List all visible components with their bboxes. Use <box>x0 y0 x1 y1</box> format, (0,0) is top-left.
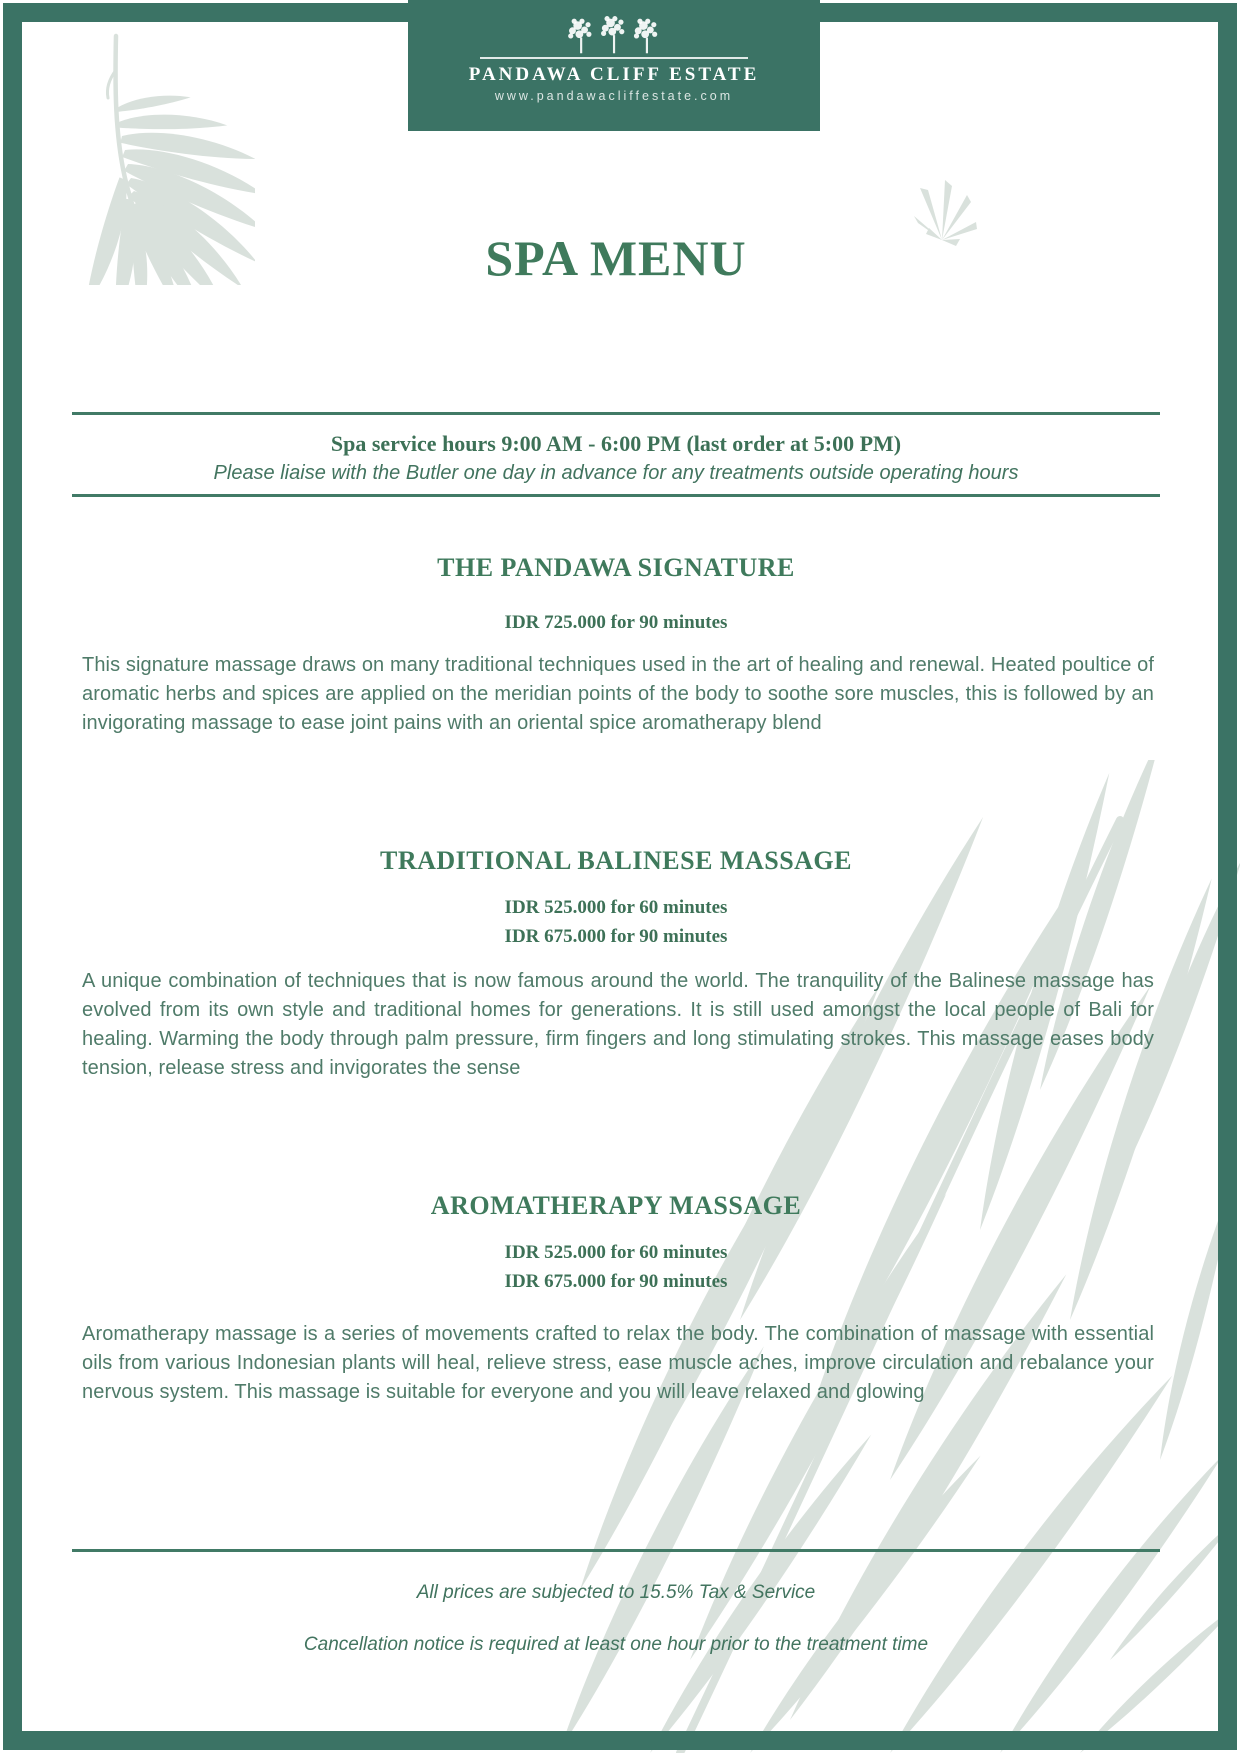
brand-name: PANDAWA CLIFF ESTATE <box>468 63 760 85</box>
section-title: TRADITIONAL BALINESE MASSAGE <box>379 846 852 875</box>
section-description: This signature massage draws on many traditional techniques used in the art of healing and renewal. Heated poultice of aromatic herbs and spices are applied on the meridian points of the body to soothe sore muscles, this is followed by an invigorating massage to ease joint pains with an oriental spice aromatherapy blend <box>82 654 1154 734</box>
notice-divider-bottom <box>72 494 1160 497</box>
price-line: IDR 525.000 for 60 minutes <box>504 897 728 918</box>
butler-note: Please liaise with the Butler one day in advance for any treatments outside operating hours <box>213 462 1019 484</box>
section-description: A unique combination of techniques that is now famous around the world. The tranquility of the Balinese massage has evolved from its own style and traditional homes for generations. It is still used amongst the local people of Bali for healing. Warming the body through palm pressure, firm fingers and long stimulating strokes. This massage eases body tension, release stress and invigorates the sense <box>82 970 1154 1079</box>
three-trees-logo-icon <box>562 10 666 55</box>
price-line: IDR 675.000 for 90 minutes <box>504 926 728 947</box>
section-prices <box>72 1238 1160 1296</box>
page-title: SPA MENU <box>485 230 747 286</box>
cancellation-note: Cancellation notice is required at least one hour prior to the treatment time <box>303 1634 929 1655</box>
price-line: IDR 725.000 for 90 minutes <box>504 612 728 633</box>
section-title: THE PANDAWA SIGNATURE <box>437 553 795 582</box>
section-prices <box>72 893 1160 951</box>
brand-header <box>408 0 820 131</box>
section-prices <box>72 608 1160 637</box>
logo-divider-line <box>480 57 748 59</box>
notice-divider-top <box>72 412 1160 415</box>
price-line: IDR 525.000 for 60 minutes <box>504 1242 728 1263</box>
section-description: Aromatherapy massage is a series of movements crafted to relax the body. The combination of massage with essential oils from various Indonesian plants will heal, relieve stress, ease muscle aches, improve circulation and rebalance your nervous system. This massage is suitable for everyone and you will leave relaxed and glowing <box>82 1323 1154 1403</box>
section-title: AROMATHERAPY MASSAGE <box>430 1191 802 1220</box>
footer-divider <box>72 1549 1160 1552</box>
service-hours-note: Spa service hours 9:00 AM - 6:00 PM (last order at 5:00 PM) <box>330 431 902 456</box>
tax-note: All prices are subjected to 15.5% Tax & Service <box>416 1582 816 1603</box>
brand-website: www.pandawacliffestate.com <box>494 88 734 103</box>
price-line: IDR 675.000 for 90 minutes <box>504 1271 728 1292</box>
